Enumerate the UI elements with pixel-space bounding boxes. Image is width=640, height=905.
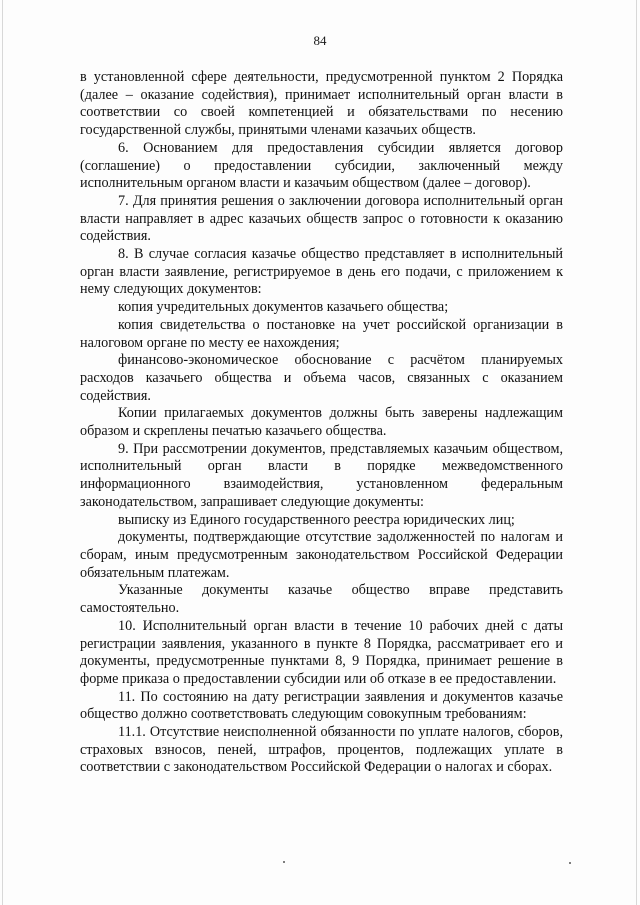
list-item-financial-justification: финансово-экономическое обоснование с расчётом планируемых расходов казачьего общества и объема часов, связанных с оказанием содействия. [80,352,563,404]
page-number: 84 [313,33,327,48]
paragraph-self-submission: Указанные документы казачье общество вправе представить самостоятельно. [80,582,563,617]
list-item-no-debt-documents: документы, подтверждающие отсутствие задолженностей по налогам и сборам, иным предусмотренным законодательством Российской Федерации обязательным платежам. [80,529,563,581]
paragraph-6: 6. Основанием для предоставления субсидии является договор (соглашение) о предоставлении субсидии, заключенный между исполнительным органом власти и казачьим обществом (далее – договор). [80,139,563,192]
paragraph-7: 7. Для принятия решения о заключении договора исполнительный орган власти направляет в адрес казачьих обществ запрос о готовности к оказанию содействия. [80,192,563,245]
list-item-founding-documents: копия учредительных документов казачьего общества; [118,299,449,316]
paragraph-10: 10. Исполнительный орган власти в течение 10 рабочих дней с даты регистрации заявления, указанного в пункте 8 Порядка, рассматривает его и документы, предусмотренные пунктами 8, 9 Порядка, принимает решение в форме приказа о предоставлении субсидии или об отказе в ее предоставлении. [80,617,563,687]
scan-speck [283,861,285,863]
paragraph-11-1: 11.1. Отсутствие неисполненной обязанности по уплате налогов, сборов, страховых взносов, пеней, штрафов, процентов, подлежащих уплате в соответствии с законодательством Российской Федерации о налогах и сборах. [80,724,563,776]
paragraph-copies-certified: Копии прилагаемых документов должны быть заверены надлежащим образом и скреплены печатью казачьего общества. [80,405,563,440]
paragraph-continuation: в установленной сфере деятельности, предусмотренной пунктом 2 Порядка (далее – оказание содействия), принимает исполнительный орган власти в соответствии со своей компетенцией и обязательствами по несению государственной службы, принятыми членами казачьих обществ. [80,69,563,139]
list-item-tax-registration: копия свидетельства о постановке на учет российской организации в налоговом органе по месту ее нахождения; [80,316,563,351]
scan-edge-right [636,0,637,905]
paragraph-11: 11. По состоянию на дату регистрации заявления и документов казачье общество должно соответствовать следующим совокупным требованиям: [80,688,563,723]
paragraph-9: 9. При рассмотрении документов, представляемых казачьим обществом, исполнительный орган власти в порядке межведомственного информационного взаимодействия, установленном федеральным законодательством, запрашивает следующие документы: [80,440,563,510]
list-item-registry-extract: выписку из Единого государственного реестра юридических лиц; [118,511,515,528]
scan-speck [569,862,571,864]
document-body [80,69,563,777]
scan-edge-left [2,0,3,905]
paragraph-8: 8. В случае согласия казачье общество представляет в исполнительный орган власти заявление, регистрируемое в день его подачи, с приложением к нему следующих документов: [80,246,563,298]
